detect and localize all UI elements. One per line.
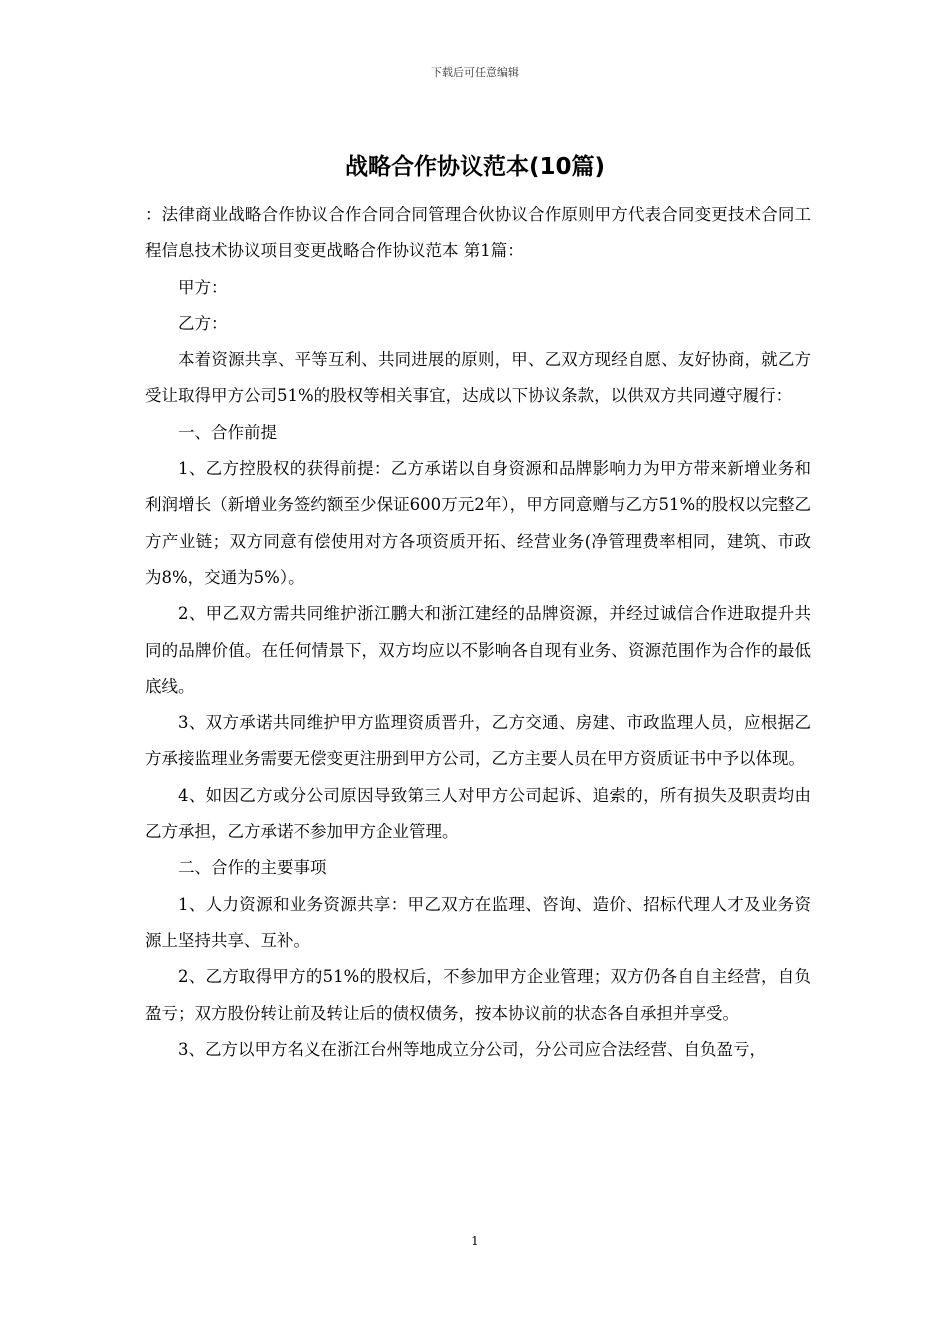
page-header-note: 下载后可任意编辑 [431,66,519,79]
clause-1-3: 3、双方承诺共同维护甲方监理资质晋升，乙方交通、房建、市政监理人员，应根据乙方承接监理业务需要无偿变更注册到甲方公司，乙方主要人员在甲方资质证书中予以体现。 [145,713,811,769]
clause-2-2: 2、乙方取得甲方的51%的股权后，不参加甲方企业管理；双方仍各自自主经营，自负盈亏；双方股份转让前及转让后的债权债务，按本协议前的状态各自承担并享受。 [145,967,811,1023]
document-title: 战略合作协议范本(10篇) [344,154,606,180]
clause-1-2: 2、甲乙双方需共同维护浙江鹏大和浙江建经的品牌资源，并经过诚信合作进取提升共同的品牌价值。在任何情景下，双方均应以不影响各自现有业务、资源范围作为合作的最低底线。 [145,604,811,696]
section-heading-1: 一、合作前提 [178,422,277,442]
intro-keywords-paragraph: ：法律商业战略合作协议合作合同合同管理合伙协议合作原则甲方代表合同变更技术合同工程信息技术协议项目变更战略合作协议范本 第1篇： [145,205,811,261]
document-body [145,197,811,1068]
page-number: 1 [471,1234,479,1248]
clause-1-1: 1、乙方控股权的获得前提：乙方承诺以自身资源和品牌影响力为甲方带来新增业务和利润增长（新增业务签约额至少保证600万元2年），甲方同意赠与乙方51%的股权以完整乙方产业链；双方同意有偿使用对方各项资质开拓、经营业务(净管理费率相同，建筑、市政为8%，交通为5%）。 [145,459,811,587]
party-b-label: 乙方： [178,313,228,333]
clause-1-4: 4、如因乙方或分公司原因导致第三人对甲方公司起诉、追索的，所有损失及职责均由乙方承担，乙方承诺不参加甲方企业管理。 [145,785,811,842]
preamble-paragraph: 本着资源共享、平等互利、共同进展的原则，甲、乙双方现经自愿、友好协商，就乙方受让取得甲方公司51%的股权等相关事宜，达成以下协议条款，以供双方共同遵守履行： [145,350,811,406]
party-a-label: 甲方： [178,277,228,297]
section-heading-2: 二、合作的主要事项 [178,858,327,878]
clause-2-3: 3、乙方以甲方名义在浙江台州等地成立分公司，分公司应合法经营、自负盈亏， [178,1039,766,1059]
clause-2-1: 1、人力资源和业务资源共享：甲乙双方在监理、咨询、造价、招标代理人才及业务资源上坚持共享、互补。 [145,894,811,950]
